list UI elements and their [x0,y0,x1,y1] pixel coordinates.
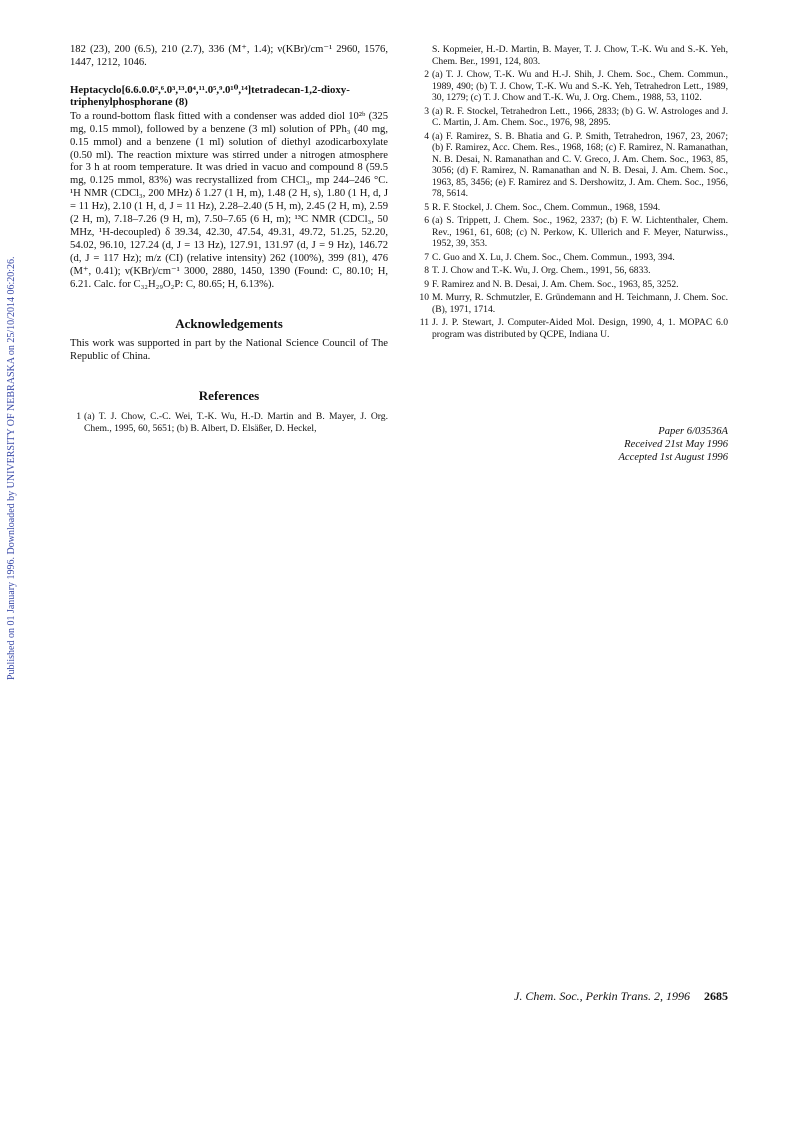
left-column [70,44,388,436]
journal-citation: J. Chem. Soc., Perkin Trans. 2, 1996 [514,989,690,1003]
compound-heading: Heptacyclo[6.6.0.0²,⁶.0³,¹³.0⁴,¹¹.0⁵,⁹.0¹⁰,¹⁴]tetradecan-1,2-dioxy-triphenylphosphorane (8) [70,83,350,109]
reference-item [70,411,388,434]
reference-item [418,252,728,264]
reference-item [418,202,728,214]
reference-text: (a) R. F. Stockel, Tetrahedron Lett., 1966, 2833; (b) G. W. Astrologes and J. C. Martin, J. Am. Chem. Soc., 1976, 98, 2895. [432,105,728,128]
page-footer [476,989,728,1004]
reference-number: 10 [419,292,429,303]
reference-item [418,69,728,104]
reference-item [418,106,728,129]
references-heading: References [198,388,260,404]
reference-number: 4 [424,130,429,142]
reference-item [418,265,728,277]
reference-item [418,292,728,315]
reference-text: J. J. P. Stewart, J. Computer-Aided Mol. Design, 1990, 4, 1. MOPAC 6.0 program was distributed by QCPE, Indiana U. [432,317,728,340]
download-notice-text: Published on 01 January 1996. Downloaded by UNIVERSITY OF NEBRASKA on 25/10/2014 06:20:26. [6,256,17,680]
reference-number: 7 [424,251,429,263]
reference-number: 8 [424,265,429,276]
reference-number: 11 [419,317,429,328]
reference-number: 6 [424,215,429,226]
paper-number: Paper 6/03536A [658,426,728,437]
reference-number: 3 [424,105,429,117]
received-date: Received 21st May 1996 [624,439,728,450]
procedure-text: To a round-bottom flask fitted with a condenser was added diol 10²ᵇ (325 mg, 0.15 mmol), followed by a benzene (3 ml) solution of PPh₃ (40 mg, 0.15 mmol) and a benzene (1 ml) solution of diethyl azodicarboxylate (0.50 ml). The reaction mixture was stirred under a nitrogen atmosphere for 3 h at room temperature. It was dried in vacuo and compound 8 (59.5 mg, 0.125 mmol, 83%) was recrystallized from CHCl₃, mp 244–246 °C. ¹H NMR (CDCl₃, 200 MHz) δ 1.27 (1 H, m), 1.48 (2 H, s), 1.80 (1 H, d, J = 11 Hz), 2.10 (1 H, d, J = 11 Hz), 2.28–2.40 (5 H, m), 2.45 (2 H, m), 2.59 (2 H, m), 7.18–7.26 (9 H, m), 7.50–7.65 (6 H, m); ¹³C NMR (CDCl₃, 50 MHz, ¹H-decoupled) δ 39.34, 42.30, 47.54, 49.31, 49.72, 51.25, 52.20, 54.02, 96.10, 127.24 (d, J = 13 Hz), 127.91, 131.97 (d, J = 9 Hz), 146.72 (d, J = 117 Hz); m/z (CI) (relative intensity) 262 (100%), 399 (81), 476 (M⁺, 0.41); ν(KBr)/cm⁻¹ 3000, 2880, 1450, 1390 (Found: C, 80.10; H, 6.21. Calc. for C₃₂H₂₉O₂P: C, 80.65; H, 6.13%). [70,110,388,290]
paper-info [540,425,728,464]
reference-text: (a) S. Trippett, J. Chem. Soc., 1962, 2337; (b) F. W. Lichtenthaler, Chem. Rev., 1961, 61, 608; (c) N. Perkow, K. Ullerich and F. Meyer, Naturwiss., 1952, 39, 353. [432,215,728,249]
reference-text: M. Murry, R. Schmutzler, E. Gründemann and H. Teichmann, J. Chem. Soc. (B), 1971, 1714. [432,292,728,315]
reference-continuation [418,44,728,67]
reference-number: 5 [424,201,429,213]
page-number: 2685 [704,989,728,1003]
reference-text: (a) T. J. Chow, T.-K. Wu and H.-J. Shih, J. Chem. Soc., Chem. Commun., 1989, 490; (b) T. J. Chow, T.-K. Wu and S.-K. Yeh, Tetrahedron Lett., 1989, 30, 1279; (c) T. J. Chow and T.-K. Wu, J. Org. Chem., 1988, 53, 1102. [432,69,728,103]
reference-text: F. Ramirez and N. B. Desai, J. Am. Chem. Soc., 1963, 85, 3252. [432,278,679,290]
reference-item [418,279,728,291]
reference-item [418,215,728,250]
carryover-text: 182 (23), 200 (6.5), 210 (2.7), 336 (M⁺, 1.4); ν(KBr)/cm⁻¹ 2960, 1576, 1447, 1212, 1046. [70,44,388,68]
reference-text: C. Guo and X. Lu, J. Chem. Soc., Chem. Commun., 1993, 394. [432,251,675,263]
reference-text: R. F. Stockel, J. Chem. Soc., Chem. Commun., 1968, 1594. [432,201,661,213]
acknowledgements-heading: Acknowledgements [175,315,283,331]
reference-number: 2 [424,69,429,80]
reference-text: (a) F. Ramirez, S. B. Bhatia and G. P. Smith, Tetrahedron, 1967, 23, 2067; (b) F. Ramirez, Acc. Chem. Res., 1968, 168; (c) F. Ramirez, N. Ramanathan, N. B. Desai, N. Ramanathan and C. V. Greco, J. Am. Chem. Soc., 1963, 85, 3056; (d) F. Ramirez, N. Ramanathan and N. B. Desai, J. Am. Chem. Soc., 1963, 85, 3456; (e) F. Ramirez and S. Dershowitz, J. Am. Chem. Soc., 1956, 78, 5614. [432,130,728,199]
accepted-date: Accepted 1st August 1996 [618,452,728,463]
reference-item [418,131,728,200]
reference-text: S. Kopmeier, H.-D. Martin, B. Mayer, T. J. Chow, T.-K. Wu and S.-K. Yeh, Chem. Ber., 1991, 124, 803. [432,44,728,67]
right-column [418,44,728,342]
reference-text: (a) T. J. Chow, C.-C. Wei, T.-K. Wu, H.-D. Martin and B. Mayer, J. Org. Chem., 1995, 60, 5651; (b) B. Albert, D. Elsäßer, D. Heckel, [84,411,388,434]
reference-number: 1 [76,411,81,423]
reference-text: T. J. Chow and T.-K. Wu, J. Org. Chem., 1991, 56, 6833. [432,265,651,276]
reference-item [418,317,728,340]
reference-number: 9 [424,278,429,290]
download-notice [4,256,18,680]
acknowledgements-text: This work was supported in part by the National Science Council of The Republic of China. [70,338,388,363]
